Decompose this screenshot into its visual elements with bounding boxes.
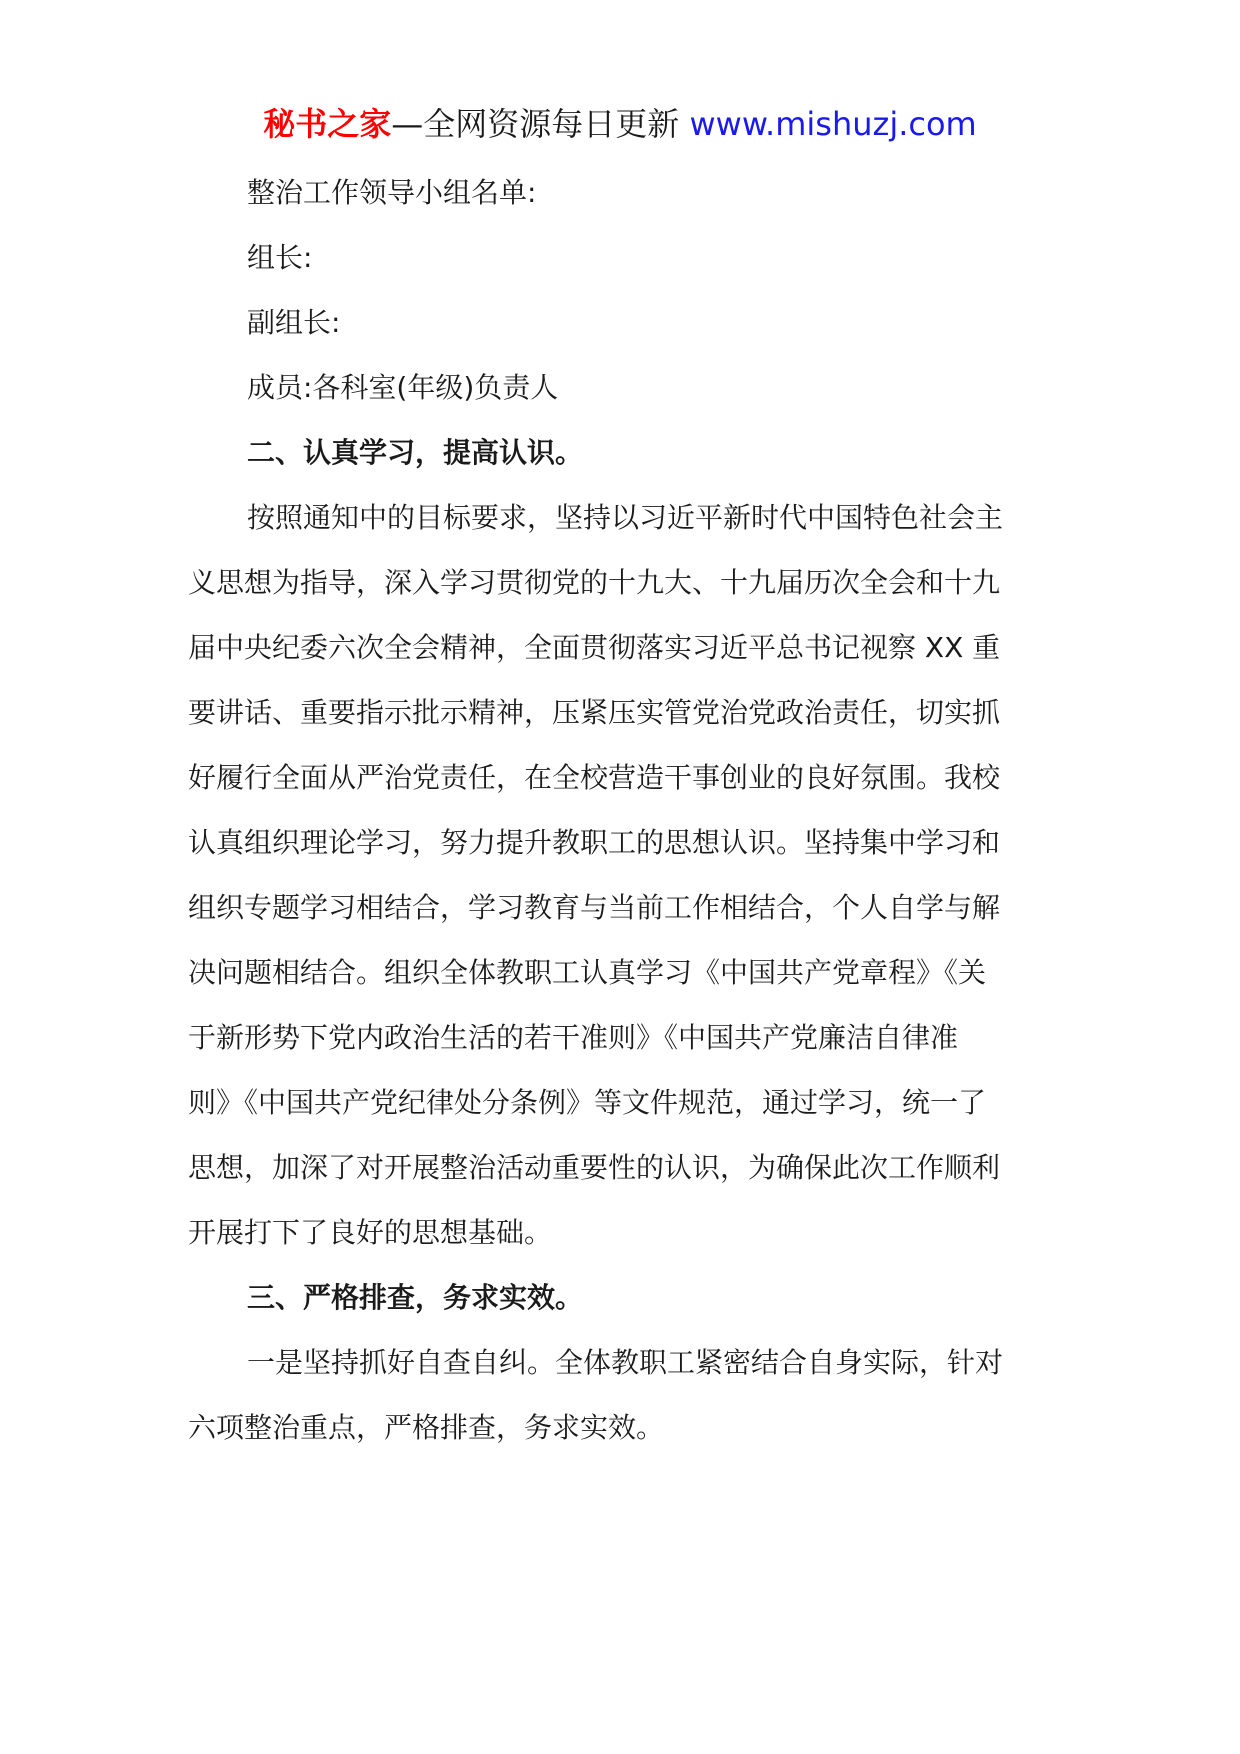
document-body xyxy=(188,160,1040,1460)
paragraph-line: 六项整治重点，严格排查，务求实效。 xyxy=(188,1411,665,1444)
paragraph-line: 于新形势下党内政治生活的若干准则》《中国共产党廉洁自律准 xyxy=(188,1021,959,1054)
paragraph-line: 认真组织理论学习，努力提升教职工的思想认识。坚持集中学习和 xyxy=(188,826,1001,859)
section-heading-three: 三、严格排查，务求实效。 xyxy=(247,1281,584,1314)
paragraph-line: 组织专题学习相结合，学习教育与当前工作相结合，个人自学与解 xyxy=(188,891,1001,924)
leadership-group-heading: 整治工作领导小组名单: xyxy=(247,176,537,209)
header-tagline: —全网资源每日更新 xyxy=(391,105,690,143)
brand-name: 秘书之家 xyxy=(263,105,392,143)
group-leader-line: 组长: xyxy=(247,241,313,274)
deputy-leader-line: 副组长: xyxy=(247,306,341,339)
paragraph-line: 思想，加深了对开展整治活动重要性的认识，为确保此次工作顺利 xyxy=(188,1151,1001,1184)
paragraph-line: 好履行全面从严治党责任，在全校营造干事创业的良好氛围。我校 xyxy=(188,761,1001,794)
paragraph-line: 则》《中国共产党纪律处分条例》等文件规范，通过学习，统一了 xyxy=(188,1086,987,1119)
paragraph-line: 要讲话、重要指示批示精神，压紧压实管党治党政治责任，切实抓 xyxy=(188,696,1001,729)
paragraph-line: 按照通知中的目标要求，坚持以习近平新时代中国特色社会主 xyxy=(247,501,1004,534)
paragraph-line: 义思想为指导，深入学习贯彻党的十九大、十九届历次全会和十九 xyxy=(188,566,1001,599)
site-url: www.mishuzj.com xyxy=(689,105,977,143)
paragraph-line: 决问题相结合。组织全体教职工认真学习《中国共产党章程》《关 xyxy=(188,956,987,989)
section-heading-two: 二、认真学习，提高认识。 xyxy=(247,436,584,469)
members-line: 成员:各科室(年级)负责人 xyxy=(247,371,559,404)
paragraph-line: 届中央纪委六次全会精神，全面贯彻落实习近平总书记视察 XX 重 xyxy=(188,631,1001,664)
page-header xyxy=(0,100,1240,148)
paragraph-line: 一是坚持抓好自查自纠。全体教职工紧密结合自身实际，针对 xyxy=(247,1346,1004,1379)
paragraph-line: 开展打下了良好的思想基础。 xyxy=(188,1216,553,1249)
